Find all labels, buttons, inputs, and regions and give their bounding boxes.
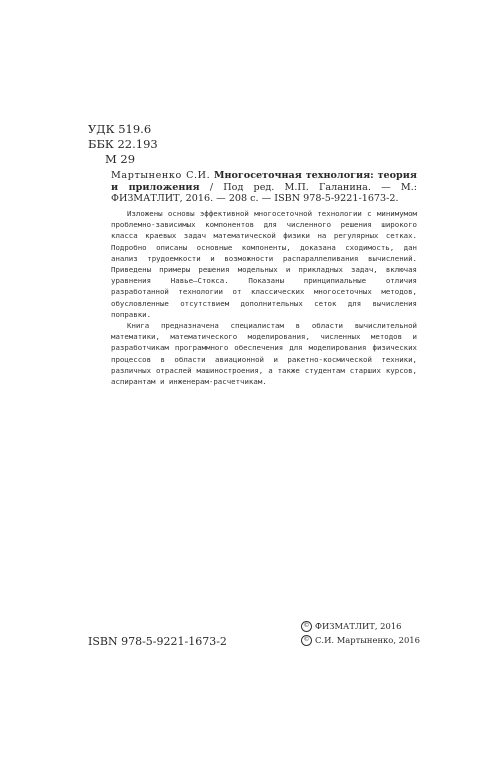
abstract [111,208,417,387]
isbn-number: ISBN 978-5-9221-1673-2 [88,635,227,648]
abstract-paragraph: Изложены основы эффективной многосеточной технологии с минимумом проблемно-зависимых компонентов для численного решения широкого класса краевых задач математической физики на регулярных сетках. Подробно описаны основные компоненты, доказана сходимость, дан анализ трудоемкости и возможности распараллеливания вычислений. Приведены примеры решения модельных и прикладных задач, включая уравнения Навье–Стокса. Показаны принципиальные отличия разработанной технологии от классических многосеточных методов, обусловленные отсутствием дополнительных сеток для вычисления поправки. [111,209,417,319]
bibliographic-entry [111,170,417,205]
copyright-publisher-text: ФИЗМАТЛИТ, 2016 [315,621,402,631]
bbk-code: ББК 22.193 [88,137,158,151]
copyright-block [301,619,420,647]
entry-details: / Под ред. М.П. Галанина. — М.: ФИЗМАТЛИТ, 2016. — 208 с. — ISBN 978-5-9221-1673-2. [111,181,417,205]
copyright-author-text: С.И. Мартыненко, 2016 [315,635,420,645]
abstract-paragraph: Книга предназначена специалистам в области вычислительной математики, математического моделирования, численных методов и разработчикам программного обеспечения для моделирования физических процессов в области авиационной и ракетно-космической техники, различных отраслей машиностроения, а также студентам старших курсов, аспирантам и инженерам-расчетчикам. [111,321,417,387]
copyright-publisher [301,619,420,633]
classification-codes [88,122,158,167]
copyright-icon: © [301,635,312,646]
entry-title: Многосеточная технология: теория и приложения [111,170,417,193]
author-mark: М 29 [105,152,136,166]
entry-author: Мартыненко С.И. [111,170,211,181]
copyright-author [301,633,420,647]
copyright-icon: © [301,621,312,632]
udk-code: УДК 519.6 [88,122,152,136]
